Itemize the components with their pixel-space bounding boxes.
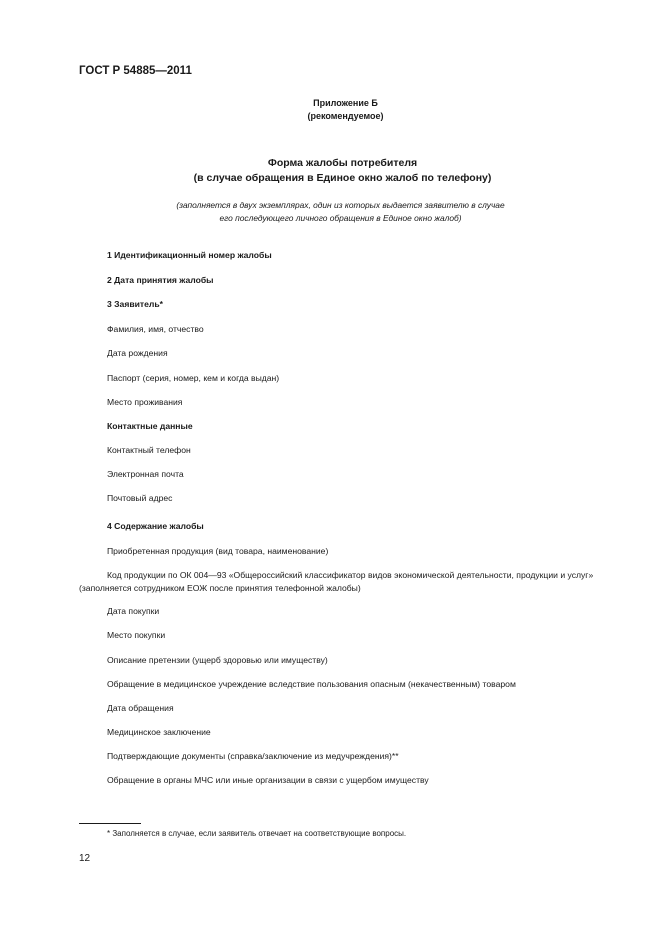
form-note-line-2: его последующего личного обращения в Единое окно жалоб) [219, 212, 462, 223]
field-appeal-date: Дата обращения [107, 703, 174, 713]
standard-header: ГОСТ Р 54885—2011 [79, 65, 192, 77]
field-birth-date: Дата рождения [107, 348, 168, 358]
section-3-applicant: 3 Заявитель* [107, 299, 163, 309]
field-purchase-date: Дата покупки [107, 606, 160, 616]
form-note-line-1: (заполняется в двух экземплярах, один из которых выдается заявителю в случае [176, 200, 505, 210]
field-residence: Место проживания [107, 397, 183, 407]
field-email: Электронная почта [107, 469, 184, 479]
footnote-divider [79, 823, 141, 824]
section-2-acceptance-date: 2 Дата принятия жалобы [107, 275, 214, 285]
field-medical-conclusion: Медицинское заключение [107, 727, 211, 737]
field-supporting-documents: Подтверждающие документы (справка/заключение из медучреждения)** [107, 751, 399, 761]
field-phone: Контактный телефон [107, 445, 191, 455]
field-product-code: Код продукции по ОК 004—93 «Общероссийский классификатор видов экономической деятельности, продукции и услуг» (заполняется сотрудником ЕОЖ после принятия телефонной жалобы) [79, 570, 594, 593]
field-purchase-place: Место покупки [107, 630, 166, 640]
form-title [0, 156, 661, 186]
field-passport: Паспорт (серия, номер, кем и когда выдан) [107, 373, 280, 383]
annex-label: Приложение Б [313, 98, 378, 108]
field-medical-appeal: Обращение в медицинское учреждение вследствие пользования опасным (некачественным) товаром [107, 679, 516, 689]
annex-status: (рекомендуемое) [307, 111, 384, 121]
form-title-line-1: Форма жалобы потребителя [267, 157, 418, 169]
field-full-name: Фамилия, имя, отчество [107, 324, 204, 334]
field-product: Приобретенная продукция (вид товара, наименование) [107, 546, 329, 556]
footnote: * Заполняется в случае, если заявитель отвечает на соответствующие вопросы. [107, 829, 407, 838]
field-claim-description: Описание претензии (ущерб здоровью или имуществу) [107, 655, 328, 665]
form-title-line-2: (в случае обращения в Единое окно жалоб по телефону) [193, 172, 492, 184]
form-note [0, 199, 661, 224]
contacts-heading: Контактные данные [107, 421, 193, 431]
field-mchs-appeal: Обращение в органы МЧС или иные организации в связи с ущербом имуществу [107, 775, 429, 785]
section-4-complaint-content: 4 Содержание жалобы [107, 521, 204, 531]
page-number: 12 [79, 853, 91, 864]
annex-heading [0, 97, 661, 123]
section-1-complaint-id: 1 Идентификационный номер жалобы [107, 250, 272, 260]
field-postal-address: Почтовый адрес [107, 493, 173, 503]
